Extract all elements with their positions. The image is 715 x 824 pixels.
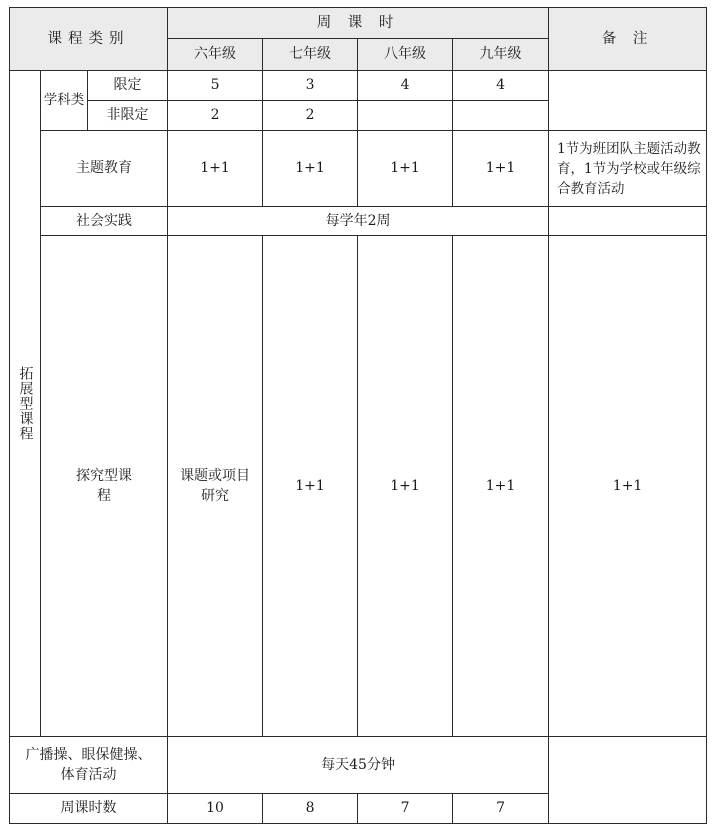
inquiry-course-label xyxy=(41,236,168,737)
curriculum-table xyxy=(9,7,707,824)
theme-remark: 1节为班团队主题活动教育，1节为学校或年级综合教育活动 xyxy=(549,131,707,207)
expanded-course-label: 拓展型课程 xyxy=(17,366,34,441)
theme-grade-8: 1+1 xyxy=(358,131,453,207)
theme-grade-6: 1+1 xyxy=(168,131,263,207)
header-grade-9: 九年级 xyxy=(453,39,549,71)
header-weekly-hours: 周 课 时 xyxy=(168,8,549,39)
inquiry-grade-9: 1+1 xyxy=(549,236,707,737)
subject-type-label: 学科类 xyxy=(41,71,88,131)
inquiry-course-text: 探究型课程 xyxy=(76,468,133,504)
subject-remark xyxy=(549,71,707,131)
expanded-course-cell xyxy=(10,71,41,737)
theme-education-label: 主题教育 xyxy=(41,131,168,207)
non-limited-label: 非限定 xyxy=(88,101,168,131)
header-grade-6: 六年级 xyxy=(168,39,263,71)
limited-grade-8: 4 xyxy=(358,71,453,101)
header-category: 课程类别 xyxy=(10,8,168,71)
header-remarks: 备 注 xyxy=(549,8,707,71)
total-grade-8: 7 xyxy=(358,794,453,824)
social-practice-label: 社会实践 xyxy=(41,207,168,236)
theme-grade-7: 1+1 xyxy=(263,131,358,207)
non-limited-grade-9 xyxy=(453,101,549,131)
inquiry-sub-text: 课题或项目研究 xyxy=(180,468,251,504)
non-limited-grade-6: 2 xyxy=(168,101,263,131)
header-grade-7: 七年级 xyxy=(263,39,358,71)
social-practice-remark xyxy=(549,207,707,236)
limited-label: 限定 xyxy=(88,71,168,101)
total-grade-9: 7 xyxy=(453,794,549,824)
limited-grade-6: 5 xyxy=(168,71,263,101)
total-grade-7: 8 xyxy=(263,794,358,824)
non-limited-grade-7: 2 xyxy=(263,101,358,131)
inquiry-grade-8: 1+1 xyxy=(453,236,549,737)
activities-text: 广播操、眼保健操、体育活动 xyxy=(25,747,152,783)
total-label: 周课时数 xyxy=(10,794,168,824)
non-limited-grade-8 xyxy=(358,101,453,131)
theme-grade-9: 1+1 xyxy=(453,131,549,207)
inquiry-sub-label xyxy=(168,236,263,737)
activities-value: 每天45分钟 xyxy=(168,737,549,794)
header-grade-8: 八年级 xyxy=(358,39,453,71)
limited-grade-7: 3 xyxy=(263,71,358,101)
activities-label xyxy=(10,737,168,794)
social-practice-value: 每学年2周 xyxy=(168,207,549,236)
inquiry-grade-7: 1+1 xyxy=(358,236,453,737)
total-grade-6: 10 xyxy=(168,794,263,824)
activities-remark xyxy=(549,737,707,824)
inquiry-grade-6: 1+1 xyxy=(263,236,358,737)
limited-grade-9: 4 xyxy=(453,71,549,101)
